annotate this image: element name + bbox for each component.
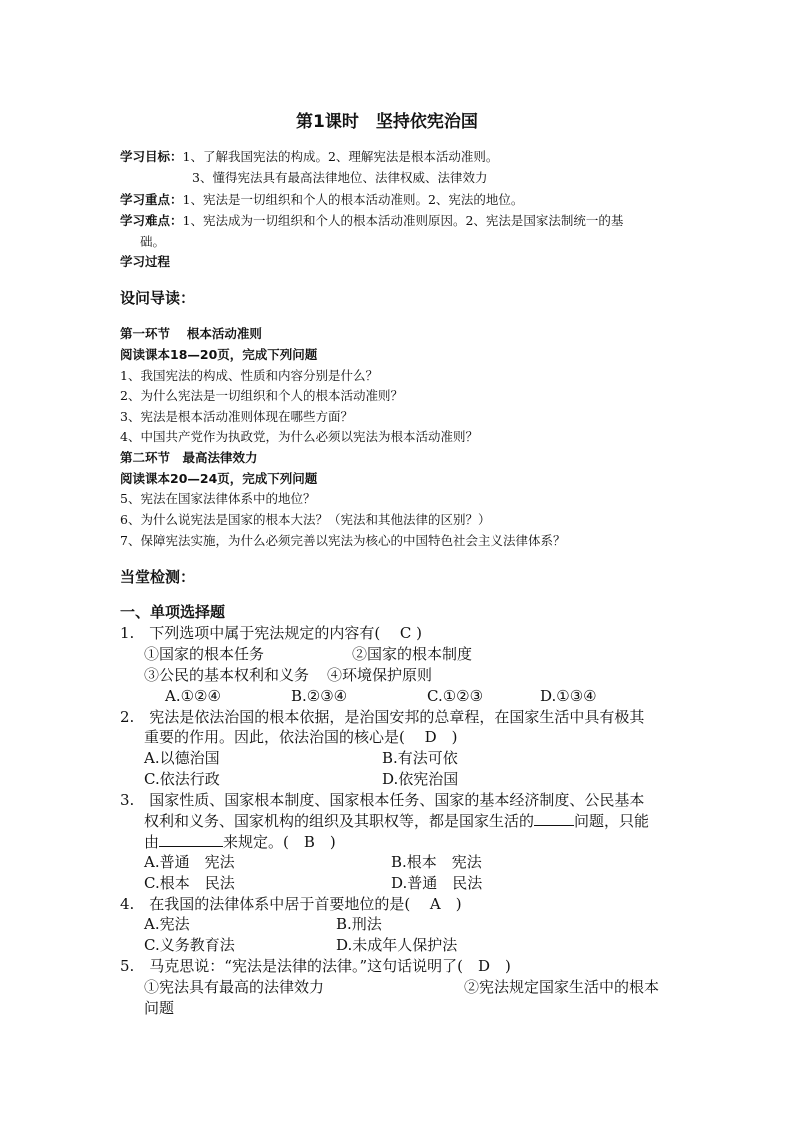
objectives-text-1: 1、了解我国宪法的构成。2、理解宪法是根本活动准则。 <box>182 149 499 164</box>
objectives-line-2: 3、懂得宪法具有最高法律地位、法律权威、法律效力 <box>192 170 488 185</box>
q3-stem-line-2-start: 权利和义务、国家机构的组织及其职权等，都是国家生活的 <box>144 812 535 830</box>
q1-choice-c: C.①②③ <box>427 687 484 705</box>
q2-choice-c: C.依法行政 <box>144 770 220 788</box>
q3-choice-d: D.普通 民法 <box>391 874 483 892</box>
choice-heading: 一、单项选择题 <box>120 603 226 621</box>
q2-stem-line-2: 重要的作用。因此，依法治国的核心是( D ) <box>144 728 458 746</box>
part2-question-7: 7、保障宪法实施，为什么必须完善以宪法为核心的中国特色社会主义法律体系？ <box>120 533 566 548</box>
q1-choice-d: D.①③④ <box>540 687 597 705</box>
q3-stem-line-3-end: 来规定。( B ) <box>223 833 336 851</box>
q3-stem-line-3 <box>144 832 336 851</box>
part1-reading: 阅读课本18—20页，完成下列问题 <box>120 347 318 362</box>
q3-stem-line-2 <box>144 811 649 830</box>
q1-stem: 1. 下列选项中属于宪法规定的内容有( C ) <box>120 624 423 642</box>
key-points-label: 学习重点： <box>120 192 183 207</box>
process-label: 学习过程 <box>120 254 171 269</box>
key-points-text: 1、宪法是一切组织和个人的根本活动准则。2、宪法的地位。 <box>182 192 524 207</box>
part1-question-2: 2、为什么宪法是一切组织和个人的根本活动准则？ <box>120 388 403 403</box>
objectives-line-1 <box>120 149 498 164</box>
difficult-points-line-1 <box>120 213 623 228</box>
q5-stem: 5. 马克思说：“宪法是法律的法律。”这句话说明了( D ) <box>120 957 511 975</box>
q3-choice-b: B.根本 宪法 <box>391 853 482 871</box>
difficult-points-line-2: 础。 <box>140 234 166 249</box>
q3-stem-line-1: 3. 国家性质、国家根本制度、国家根本任务、国家的基本经济制度、公民基本 <box>120 791 645 809</box>
q1-option-4: ④环境保护原则 <box>327 666 433 684</box>
q3-blank-1 <box>534 811 574 826</box>
guide-heading: 设问导读： <box>120 289 196 307</box>
test-heading: 当堂检测： <box>120 568 196 586</box>
q2-choice-d: D.依宪治国 <box>382 770 459 788</box>
part1-question-4: 4、中国共产党作为执政党，为什么必须以宪法为根本活动准则？ <box>120 429 478 444</box>
page-title: 第1课时 坚持依宪治国 <box>296 112 478 132</box>
part2-heading: 第二环节 最高法律效力 <box>120 450 258 465</box>
part1-question-1: 1、我国宪法的构成、性质和内容分别是什么？ <box>120 368 378 383</box>
q4-choice-a: A.宪法 <box>144 915 190 933</box>
part2-question-6: 6、为什么说宪法是国家的根本大法？（宪法和其他法律的区别？） <box>120 512 491 527</box>
q3-choice-c: C.根本 民法 <box>144 874 235 892</box>
part1-heading: 第一环节 根本活动准则 <box>120 326 262 341</box>
difficult-points-label: 学习难点： <box>120 213 183 228</box>
q4-choice-c: C.义务教育法 <box>144 936 235 954</box>
part2-reading: 阅读课本20—24页，完成下列问题 <box>120 471 318 486</box>
q2-choice-a: A.以德治国 <box>144 749 220 767</box>
q3-stem-line-3-start: 由 <box>144 833 160 851</box>
q5-option-1: ①宪法具有最高的法律效力 <box>144 978 325 996</box>
q4-choice-d: D.未成年人保护法 <box>336 936 458 954</box>
q3-choice-a: A.普通 宪法 <box>144 853 235 871</box>
q3-blank-2 <box>159 832 223 847</box>
q1-option-2: ②国家的根本制度 <box>352 645 473 663</box>
q1-choice-b: B.②③④ <box>291 687 348 705</box>
q2-choice-b: B.有法可依 <box>382 749 458 767</box>
objectives-label: 学习目标： <box>120 149 183 164</box>
q3-stem-line-2-end: 问题，只能 <box>574 812 650 830</box>
q4-choice-b: B.刑法 <box>336 915 382 933</box>
q2-stem-line-1: 2. 宪法是依法治国的根本依据，是治国安邦的总章程，在国家生活中具有极其 <box>120 708 645 726</box>
q1-choice-a: A.①②④ <box>165 687 221 705</box>
q1-option-3: ③公民的基本权利和义务 <box>144 666 310 684</box>
q5-option-2: ②宪法规定国家生活中的根本 <box>464 978 660 996</box>
part2-question-5: 5、宪法在国家法律体系中的地位？ <box>120 491 316 506</box>
difficult-points-text-1: 1、宪法成为一切组织和个人的根本活动准则原因。2、宪法是国家法制统一的基 <box>182 213 624 228</box>
q5-option-2-continued: 问题 <box>144 999 175 1017</box>
key-points-line <box>120 192 523 207</box>
part1-question-3: 3、宪法是根本活动准则体现在哪些方面？ <box>120 409 353 424</box>
q4-stem: 4. 在我国的法律体系中居于首要地位的是( A ) <box>120 895 462 913</box>
q1-option-1: ①国家的根本任务 <box>144 645 265 663</box>
